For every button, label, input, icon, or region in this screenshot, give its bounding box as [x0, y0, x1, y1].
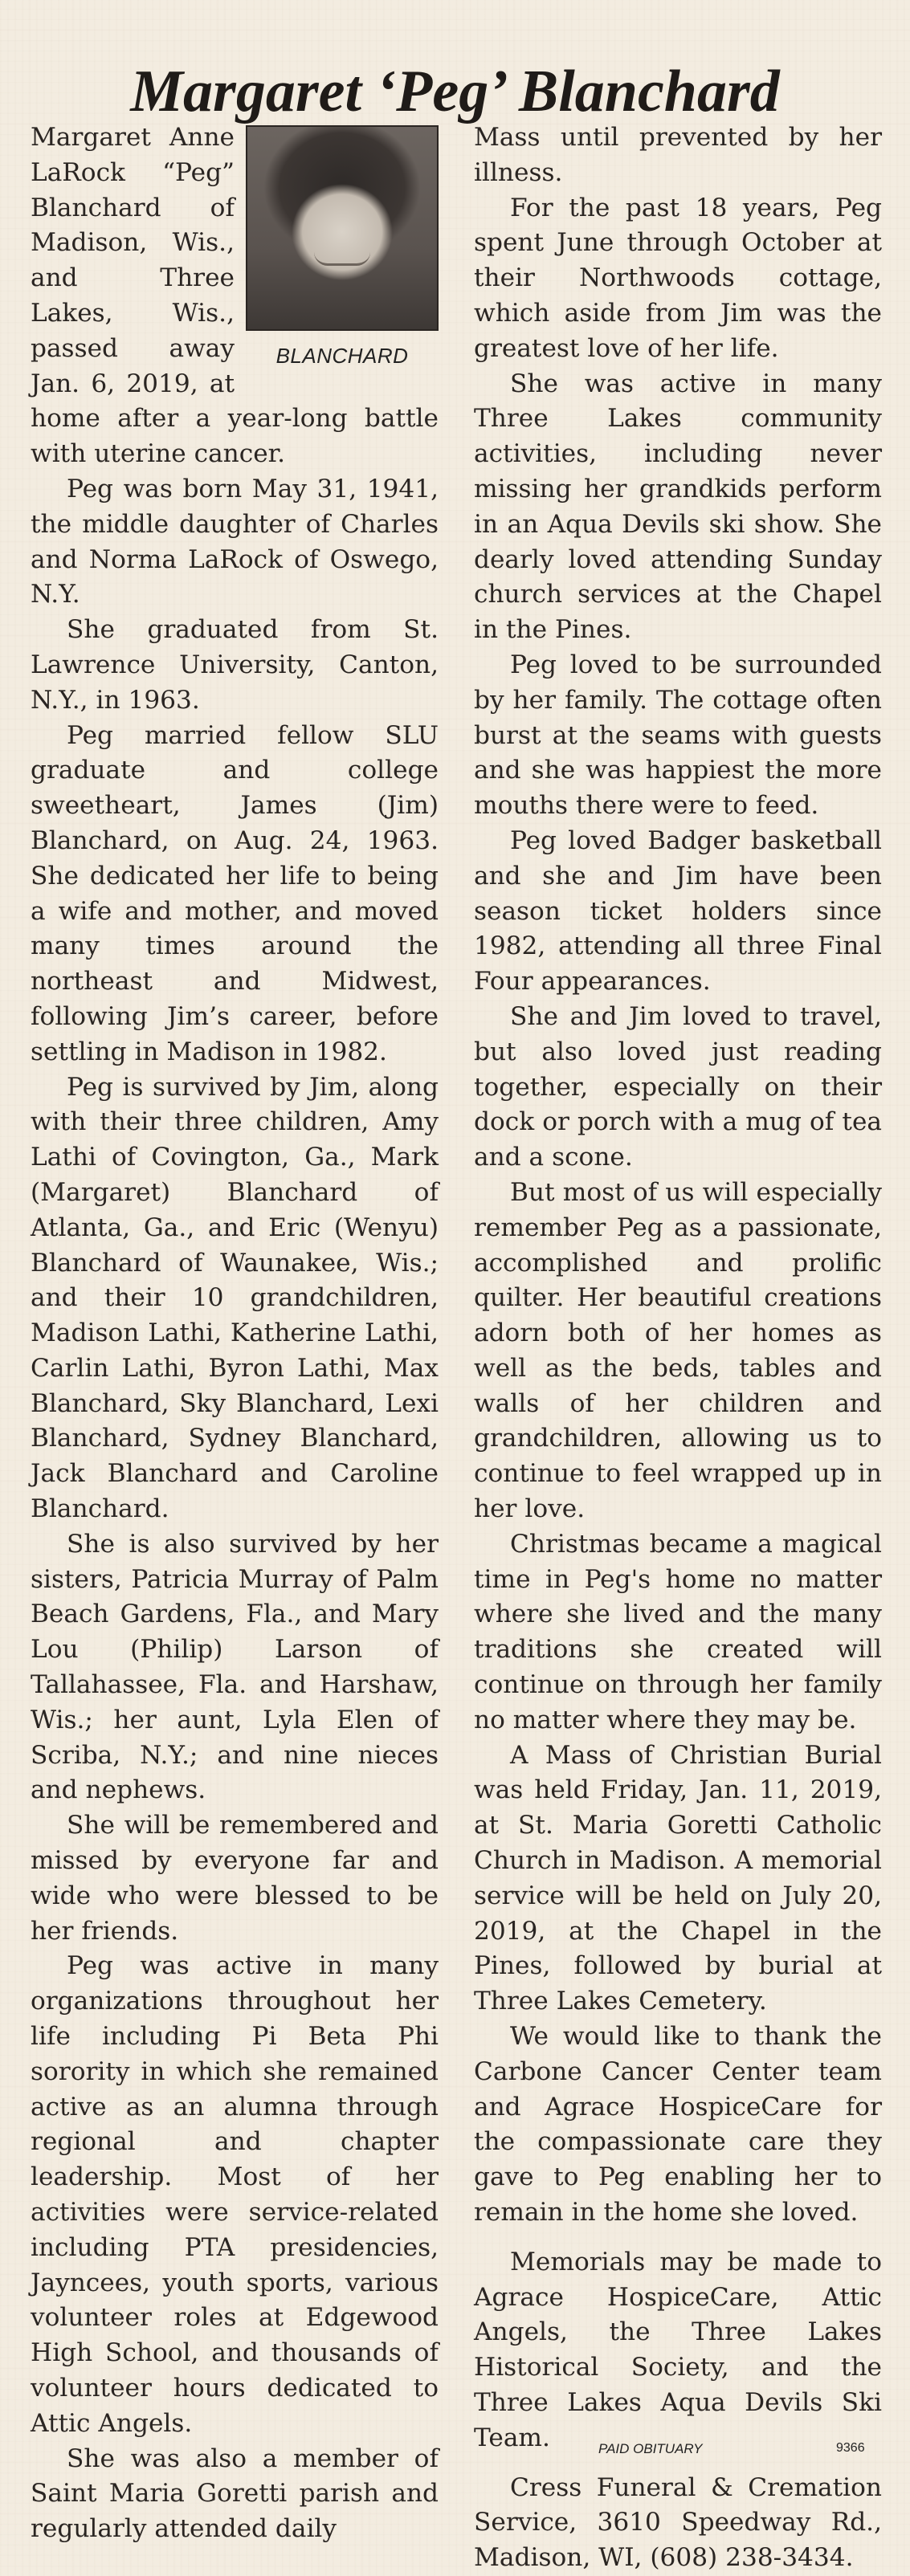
- photo-caption: BLANCHARD: [275, 344, 409, 368]
- paragraph-birth: Peg was born May 31, 1941, the middle daughter of Charles and Norma LaRock of Oswego, N.Y.: [31, 474, 439, 609]
- paragraph-parish: She was also a member of Saint Maria Goretti parish and regularly attended daily: [31, 2444, 439, 2544]
- paragraph-remembered: She will be remembered and missed by everyone far and wide who were blessed to be her friends.: [31, 1811, 439, 1946]
- paragraph-badgers: Peg loved Badger basketball and she and Jim have been season ticket holders since 1982, attending all three Final Four appearances.: [474, 825, 882, 997]
- left-column: [31, 120, 439, 2547]
- paragraph-survivors: Peg is survived by Jim, along with their three children, Amy Lathi of Covington, Ga., Mark (Margaret) Blanchard of Atlanta, Ga., and Eric (Wenyu) Blanchard of Waunakee, Wis.; and their 10 grandchildren, Madison Lathi, Katherine Lathi, Carlin Lathi, Byron Lathi, Max Blanchard, Sky Blanchard, Lexi Blanchard, Sydney Blanchard, Jack Blanchard and Caroline Blanchard.: [31, 1072, 439, 1524]
- portrait-photo: [246, 125, 439, 331]
- paragraph-thanks: We would like to thank the Carbone Cancer Center team and Agrace HospiceCare for the compassionate care they gave to Peg enabling her to remain in the home she loved.: [474, 2022, 882, 2228]
- paragraph-education: She graduated from St. Lawrence University, Canton, N.Y., in 1963.: [31, 615, 439, 715]
- paragraph-cottage: For the past 18 years, Peg spent June through October at their Northwoods cottage, which aside from Jim was the greatest love of her life.: [474, 193, 882, 363]
- paragraph-quilter: But most of us will especially remember Peg as a passionate, accomplished and prolific quilter. Her beautiful creations adorn both of her homes as well as the beds, tables and walls of her children and grandchildren, allowing us to continue to feel wrapped up in her love.: [474, 1177, 882, 1524]
- paragraph-community: She was active in many Three Lakes community activities, including never missing her grandkids perform in an Aqua Devils ski show. She dearly loved attending Sunday church services at the Chapel in the Pines.: [474, 369, 882, 645]
- paragraph-christmas: Christmas became a magical time in Peg's home no matter where she lived and the many traditions she created will continue on through her family no matter where they may be.: [474, 1529, 882, 1734]
- ad-code: 9366: [836, 2441, 865, 2455]
- obituary-headline: Margaret ‘Peg’ Blanchard: [130, 58, 780, 124]
- lead-paragraph: Margaret Anne LaRock “Peg” Blanchard of Madison, Wis., and Three Lakes, Wis., passed away Jan. 6, 2019, at home after a year-long battle with uterine cancer.: [31, 123, 439, 469]
- paid-obituary-label: PAID OBITUARY: [598, 2441, 703, 2456]
- paragraph-continuation: Mass until prevented by her illness.: [474, 123, 882, 187]
- paragraph-organizations: Peg was active in many organizations throughout her life including Pi Beta Phi sorority in which she remained active as an alumna through regional and chapter leadership. Most of her activities were service-related including PTA presidencies, Jayncees, youth sports, various volunteer roles at Edgewood High School, and thousands of volunteer hours dedicated to Attic Angels.: [31, 1951, 439, 2438]
- paragraph-marriage: Peg married fellow SLU graduate and college sweetheart, James (Jim) Blanchard, on Aug. 24, 1963. She dedicated her life to being a wife and mother, and moved many times around the northeast and Midwest, following Jim’s career, before settling in Madison in 1982.: [31, 720, 439, 1066]
- right-column: [474, 120, 882, 2576]
- paragraph-travel: She and Jim loved to travel, but also loved just reading together, especially on their dock or porch with a mug of tea and a scone.: [474, 1001, 882, 1172]
- paragraph-memorials: Memorials may be made to Agrace HospiceCare, Attic Angels, the Three Lakes Historical Society, and the Three Lakes Aqua Devils Ski Team.: [474, 2247, 882, 2452]
- paragraph-family: Peg loved to be surrounded by her family. The cottage often burst at the seams with guests and she was happiest the more mouths there were to feed.: [474, 650, 882, 821]
- paragraph-funeral-home: Cress Funeral & Cremation Service, 3610 Speedway Rd., Madison, WI, (608) 238-3434.: [474, 2472, 882, 2573]
- paragraph-sisters: She is also survived by her sisters, Patricia Murray of Palm Beach Gardens, Fla., and Mary Lou (Philip) Larson of Tallahassee, Fla. and Harshaw, Wis.; her aunt, Lyla Elen of Scriba, N.Y.; and nine nieces and nephews.: [31, 1529, 439, 1805]
- photo-block: [246, 125, 439, 374]
- paragraph-services: A Mass of Christian Burial was held Friday, Jan. 11, 2019, at St. Maria Goretti Catholic Church in Madison. A memorial service will be held on July 20, 2019, at the Chapel in the Pines, followed by burial at Three Lakes Cemetery.: [474, 1740, 882, 2016]
